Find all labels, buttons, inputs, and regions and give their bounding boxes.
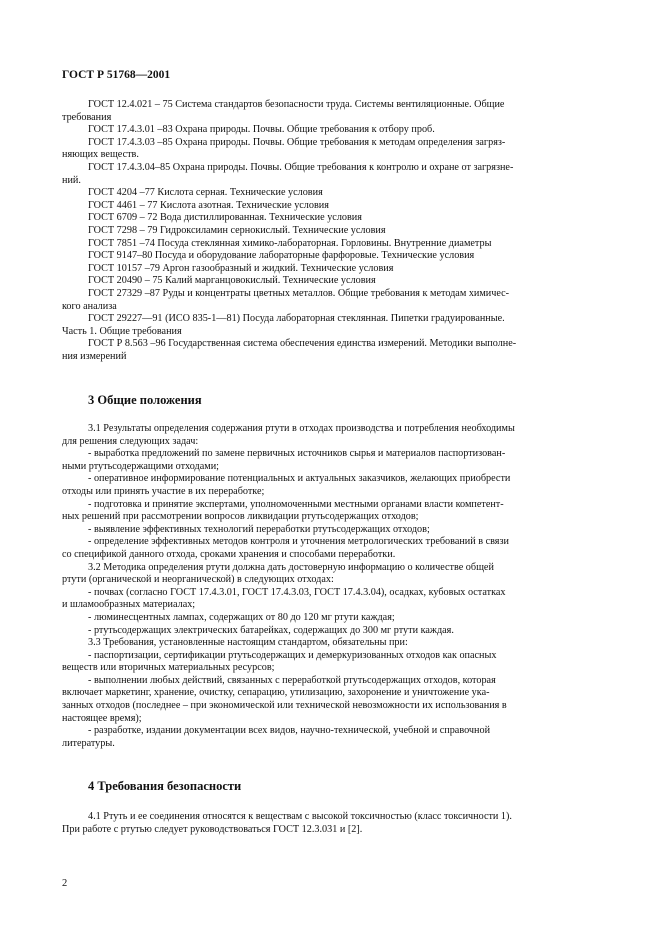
reference-item: ГОСТ 29227—91 (ИСО 835-1—81) Посуда лабораторная стеклянная. Пипетки градуированные.: [88, 313, 505, 325]
reference-item-continuation: кого анализа: [62, 300, 117, 312]
paragraph-continuation: При работе с ртутью следует руководствоваться ГОСТ 12.3.031 и [2].: [62, 823, 363, 835]
paragraph-line: - люминесцентных лампах, содержащих от 80 до 120 мг ртути каждая;: [88, 611, 395, 623]
reference-item: ГОСТ 4461 – 77 Кислота азотная. Технические условия: [88, 199, 329, 211]
paragraph-line: 4.1 Ртуть и ее соединения относятся к веществам с высокой токсичностью (класс токсичности 1).: [88, 811, 512, 822]
paragraph-continuation: ртути (органической и неорганической) в следующих отходах:: [62, 574, 334, 586]
reference-item: ГОСТ 17.4.3.04–85 Охрана природы. Почвы. Общие требования к контролю и охране от загрязне-: [88, 161, 514, 173]
paragraph-line: - выработка предложений по замене первичных источников сырья и материалов паспортизован-: [88, 448, 506, 460]
paragraph-line: 3.3 Требования, установленные настоящим стандартом, обязательны при:: [88, 637, 408, 649]
paragraph-line: - разработке, издании документации всех видов, научно-технической, учебной и справочной: [88, 725, 491, 737]
reference-item: ГОСТ 9147–80 Посуда и оборудование лабораторные фарфоровые. Технические условия: [88, 250, 475, 262]
reference-item: ГОСТ 6709 – 72 Вода дистиллированная. Технические условия: [88, 212, 362, 224]
paragraph-continuation: занных отходов (последнее – при экономической или технической невозможности их использования в: [62, 700, 507, 712]
reference-item-continuation: требования: [62, 111, 112, 123]
section-4-heading: 4 Требования безопасности: [88, 779, 242, 793]
document-header: ГОСТ Р 51768—2001: [62, 69, 171, 81]
reference-item: ГОСТ 12.4.021 – 75 Система стандартов безопасности труда. Системы вентиляционные. Общие: [88, 99, 505, 110]
paragraph-line: - ртутьсодержащих электрических батарейках, содержащих до 300 мг ртути каждая.: [88, 624, 454, 636]
reference-item: ГОСТ 4204 –77 Кислота серная. Технические условия: [88, 187, 323, 199]
paragraph-line: - выявление эффективных технологий переработки ртутьсодержащих отходов;: [88, 523, 430, 535]
normative-references: [62, 99, 599, 363]
paragraph-continuation: со спецификой данного отхода, сроками хранения и способами переработки.: [62, 548, 396, 560]
paragraph-line: - подготовка и принятие экспертами, уполномоченными местными органами власти компетент-: [88, 498, 504, 510]
paragraph-line: 3.2 Методика определения ртути должна дать достоверную информацию о количестве общей: [88, 561, 494, 573]
paragraph-line: 3.1 Результаты определения содержания ртути в отходах производства и потребления необходимы: [88, 423, 515, 434]
reference-item-continuation: Часть 1. Общие требования: [62, 325, 182, 337]
paragraph-continuation: настоящее время);: [62, 712, 142, 724]
reference-item: ГОСТ 7298 – 79 Гидроксиламин сернокислый. Технические условия: [88, 224, 386, 236]
paragraph-line: - почвах (согласно ГОСТ 17.4.3.01, ГОСТ 17.4.3.03, ГОСТ 17.4.3.04), осадках, кубовых остатках: [88, 586, 506, 598]
section-3-body: [62, 423, 599, 750]
reference-item: ГОСТ 17.4.3.03 –85 Охрана природы. Почвы. Общие требования к методам определения загряз-: [88, 136, 506, 148]
paragraph-continuation: ными ртутьсодержащими отходами;: [62, 460, 219, 472]
paragraph-continuation: ных решений при рассмотрении вопросов ликвидации ртутьсодержащих отходов;: [62, 511, 419, 523]
reference-item-continuation: ний.: [62, 174, 81, 186]
paragraph-continuation: отходы или принять участие в их переработке;: [62, 485, 265, 497]
reference-item: ГОСТ Р 8.563 –96 Государственная система обеспечения единства измерений. Методики выполне-: [88, 338, 517, 350]
paragraph-continuation: веществ или вторичных материальных ресурсов;: [62, 662, 275, 674]
reference-item: ГОСТ 7851 –74 Посуда стеклянная химико-лабораторная. Горловины. Внутренние диаметры: [88, 237, 492, 249]
paragraph-continuation: включает маркетинг, хранение, очистку, сепарацию, утилизацию, захоронение и уничтожение ука-: [62, 687, 490, 699]
paragraph-line: - оперативное информирование потенциальных и актуальных заказчиков, желающих приобрести: [88, 473, 511, 485]
section-3-heading: 3 Общие положения: [88, 393, 202, 407]
reference-item: ГОСТ 27329 –87 Руды и концентраты цветных металлов. Общие требования к методам химичес-: [88, 287, 510, 299]
reference-item-continuation: ния измерений: [62, 350, 127, 362]
paragraph-continuation: и шламообразных материалах;: [62, 599, 196, 611]
paragraph-continuation: для решения следующих задач:: [62, 435, 199, 447]
reference-item: ГОСТ 10157 –79 Аргон газообразный и жидкий. Технические условия: [88, 262, 394, 274]
section-4-body: [62, 811, 599, 836]
paragraph-line: - определение эффективных методов контроля и уточнения метрологических требований в связи: [88, 536, 509, 548]
paragraph-line: - паспортизации, сертификации ртутьсодержащих и демеркуризованных отходов как опасных: [88, 649, 497, 661]
reference-item-continuation: няющих веществ.: [62, 149, 139, 161]
page-number: 2: [62, 878, 68, 889]
paragraph-line: - выполнении любых действий, связанных с переработкой ртутьсодержащих отходов, которая: [88, 674, 496, 686]
paragraph-continuation: литературы.: [62, 737, 115, 749]
reference-item: ГОСТ 20490 – 75 Калий марганцовокислый. Технические условия: [88, 275, 376, 287]
reference-item: ГОСТ 17.4.3.01 –83 Охрана природы. Почвы. Общие требования к отбору проб.: [88, 124, 435, 136]
